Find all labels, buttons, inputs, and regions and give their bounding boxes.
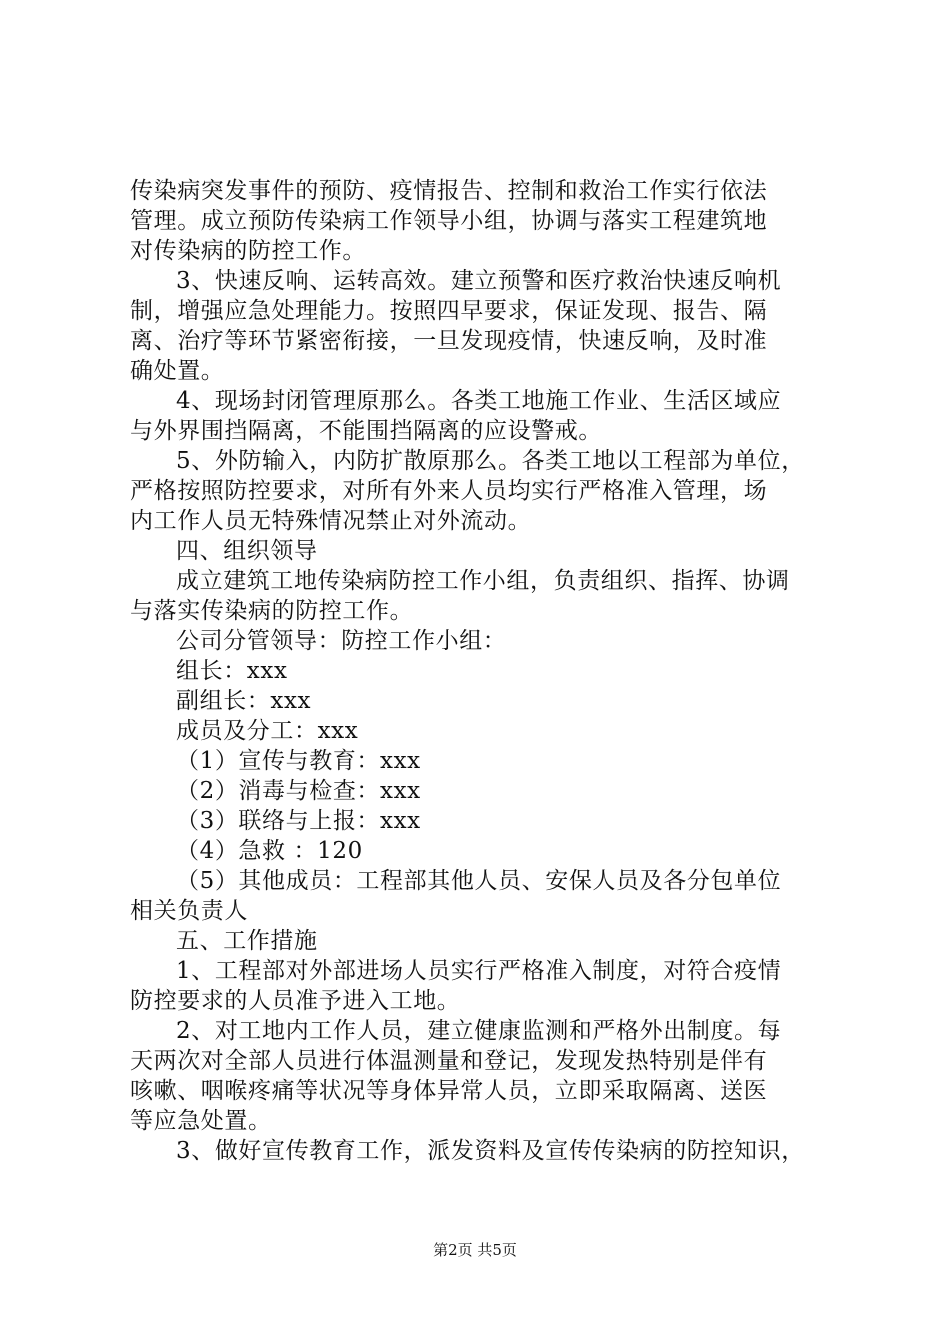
text-line: 2、对工地内工作人员，建立健康监测和严格外出制度。每 [176,1018,782,1044]
text-line: 副组长：xxx [176,688,312,714]
text-line: 3、做好宣传教育工作，派发资料及宣传传染病的防控知识， [176,1138,805,1164]
text-line: 与外界围挡隔离，不能围挡隔离的应设警戒。 [130,418,602,444]
text-line: 管理。成立预防传染病工作领导小组，协调与落实工程建筑地 [130,208,768,234]
text-line: 与落实传染病的防控工作。 [130,598,414,624]
text-line: 成立建筑工地传染病防控工作小组，负责组织、指挥、协调 [176,568,790,594]
text-line: 5、外防输入，内防扩散原那么。各类工地以工程部为单位， [176,448,805,474]
page-footer: 第2页 共5页 [433,1241,517,1259]
text-line: 四、组织领导 [176,538,318,564]
text-line: （3）联络与上报：xxx [176,808,421,834]
text-line: 公司分管领导：防控工作小组： [176,628,507,654]
text-line: 1、工程部对外部进场人员实行严格准入制度，对符合疫情 [176,958,782,984]
text-line: 制，增强应急处理能力。按照四早要求，保证发现、报告、隔 [130,298,768,324]
text-line: 五、工作措施 [176,928,318,954]
document-body [130,176,835,1166]
text-line: 内工作人员无特殊情况禁止对外流动。 [130,508,532,534]
text-line: 离、治疗等环节紧密衔接，一旦发现疫情，快速反响，及时准 [130,328,768,354]
text-line: （2）消毒与检查：xxx [176,778,421,804]
text-line: 3、快速反响、运转高效。建立预警和医疗救治快速反响机 [176,268,782,294]
text-line: 咳嗽、咽喉疼痛等状况等身体异常人员，立即采取隔离、送医 [130,1078,768,1104]
text-line: 成员及分工：xxx [176,718,359,744]
text-line: （1）宣传与教育：xxx [176,748,421,774]
text-line: 4、现场封闭管理原那么。各类工地施工作业、生活区域应 [176,388,782,414]
text-line: （4）急救 ：120 [176,838,363,864]
text-line: 严格按照防控要求，对所有外来人员均实行严格准入管理，场 [130,478,768,504]
text-line: 天两次对全部人员进行体温测量和登记，发现发热特别是伴有 [130,1048,768,1074]
text-line: （5）其他成员：工程部其他人员、安保人员及各分包单位 [176,868,782,894]
text-line: 等应急处置。 [130,1108,272,1134]
text-line: 传染病突发事件的预防、疫情报告、控制和救治工作实行依法 [130,178,768,204]
text-line: 对传染病的防控工作。 [130,238,366,264]
text-line: 防控要求的人员准予进入工地。 [130,988,461,1014]
text-line: 确处置。 [130,358,225,384]
text-line: 相关负责人 [130,898,248,924]
text-line: 组长：xxx [176,658,288,684]
